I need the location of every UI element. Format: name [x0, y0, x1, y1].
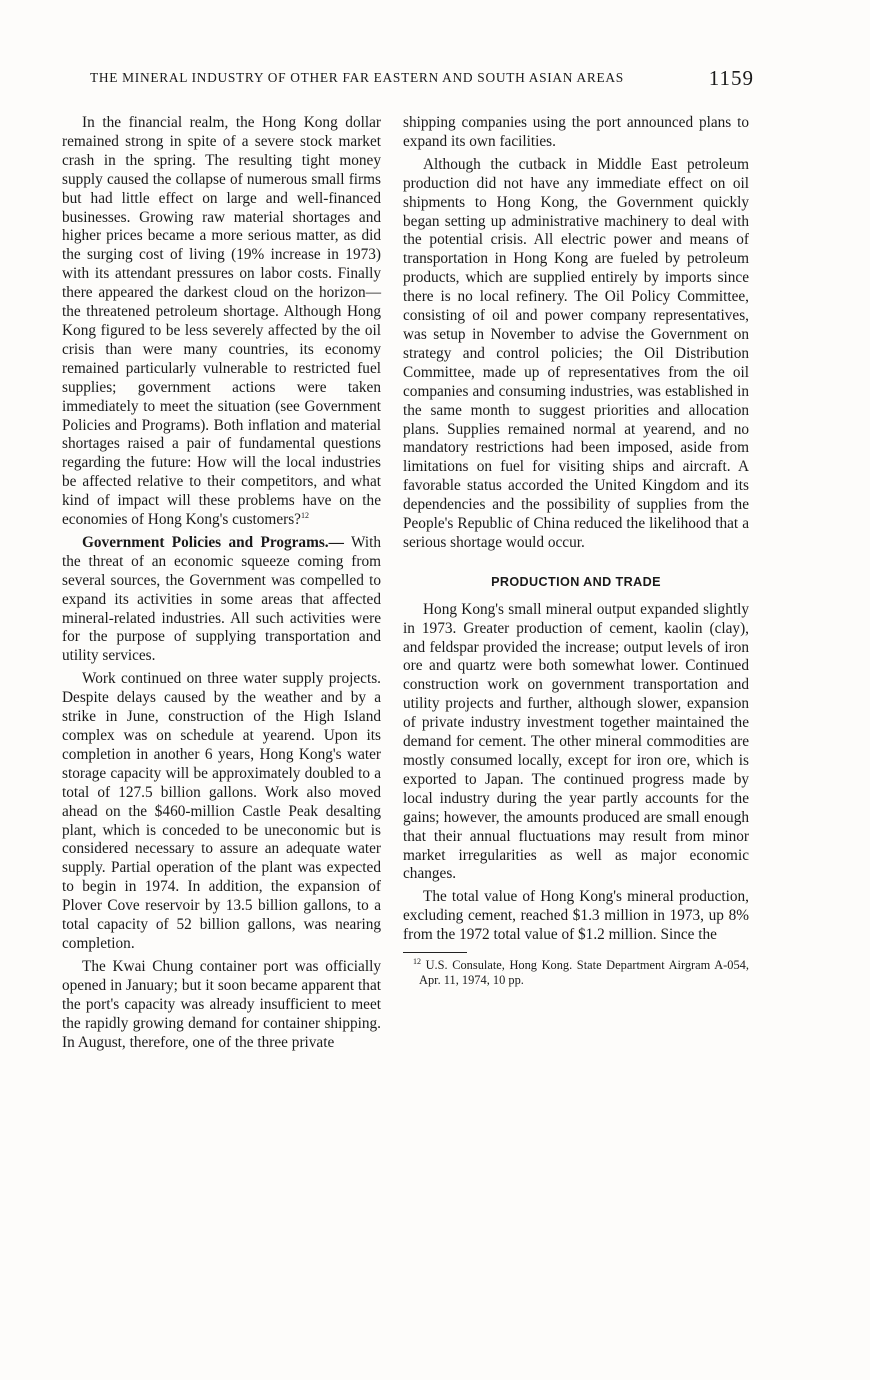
paragraph-text: With the threat of an economic squeeze coming from several sources, the Government was compelled to expand its activities in some areas that affected mineral-related industries. All such activities were for the purpose of supplying transportation and utility services. — [62, 533, 381, 665]
footnote — [403, 958, 749, 988]
footnote-text: U.S. Consulate, Hong Kong. State Department Airgram A-054, Apr. 11, 1974, 10 pp. — [419, 958, 749, 987]
paragraph-water-supply: Work continued on three water supply projects. Despite delays caused by the weather and by a strike in June, construction of the High Island complex was on schedule at yearend. Upon its completion in another 6 years, Hong Kong's water storage capacity will be approximately doubled to a total of 127.5 billion gallons. Work also moved ahead on the $460-million Castle Peak desalting plant, which is conceded to be uneconomic but is considered necessary to assure an adequate water supply. Partial operation of the plant was expected to begin in 1974. In addition, the expansion of Plover Cove reservoir by 13.5 billion gallons, to a total capacity of 52 billion gallons, was nearing completion. — [62, 670, 381, 952]
side-heading: Government Policies and Programs.— — [82, 533, 344, 551]
footnote-divider — [403, 952, 467, 953]
running-head — [90, 66, 754, 94]
paragraph-container-port: The Kwai Chung container port was officially opened in January; but it soon became apparent that the port's capacity was already insufficient to meet the rapidly growing demand for container shipping. In August, therefore, one of the three private — [62, 957, 381, 1051]
footnote-mark: 12 — [413, 956, 421, 966]
paragraph-continuation: shipping companies using the port announced plans to expand its own facilities. — [403, 114, 749, 150]
left-column — [62, 114, 381, 1052]
paragraph-mineral-output: Hong Kong's small mineral output expanded slightly in 1973. Greater production of cement, kaolin (clay), and feldspar provided the increase; output levels of iron ore and quartz were both somewhat lower. Continued construction work on government transportation and utility projects and further, although slower, expansion of private industry investment together maintained the demand for cement. The other mineral commodities are mostly consumed locally, except for iron ore, which is exported to Japan. The continued progress made by local industry during the year partly accounts for the gains; however, the amounts produced are small enough that their annual fluctuations may result from minor market irregularities as well as major economic changes. — [403, 600, 749, 883]
paragraph-production-value: The total value of Hong Kong's mineral production, excluding cement, reached $1.3 million in 1973, up 8% from the 1972 total value of $1.2 million. Since the — [403, 888, 749, 944]
paragraph-financial-realm — [62, 114, 381, 530]
paragraph-government-policies — [62, 534, 381, 666]
paragraph-text: In the financial realm, the Hong Kong dollar remained strong in spite of a severe stock market crash in the spring. The resulting tight money supply caused the collapse of numerous small firms but had little effect on large and well-financed businesses. Growing raw material shortages and higher prices became a more serious matter, as did the surging cost of living (19% increase in 1973) with its attendant pressures on labor costs. Finally there appeared the darkest cloud on the horizon—the threatened petroleum shortage. Although Hong Kong figured to be less severely affected by the oil crisis than were many countries, its economy remained particularly vulnerable to restricted fuel supplies; government actions were taken immediately to meet the situation (see Government Policies and Programs). Both inflation and material shortages raised a pair of fundamental questions regarding the future: How will the local industries be affected relative to their competitors, and what kind of impact will these problems have on the economies of Hong Kong's customers? — [62, 114, 381, 529]
right-column — [403, 114, 749, 988]
running-title: THE MINERAL INDUSTRY OF OTHER FAR EASTERN AND SOUTH ASIAN AREAS — [90, 70, 624, 85]
paragraph-oil-crisis: Although the cutback in Middle East petroleum production did not have any immediate effect on oil shipments to Hong Kong, the Government quickly began setting up administrative machinery to deal with the potential crisis. All electric power and means of transportation in Hong Kong are fueled by petroleum products, which are supplied entirely by imports since there is no local refinery. The Oil Policy Committee, consisting of oil and power company representatives, was setup in November to advise the Government on strategy and control policies; the Oil Distribution Committee, made up of representatives from the oil companies and consuming industries, was established in the same month to suggest priorities and allocation plans. Supplies remained normal at yearend, and no mandatory restrictions had been imposed, aside from limitations on fuel for visiting ships and aircraft. A favorable status accorded the United Kingdom and its dependencies and the possibility of supplies from the People's Republic of China reduced the likelihood that a serious shortage would occur. — [403, 155, 749, 551]
section-heading: PRODUCTION AND TRADE — [491, 574, 661, 589]
footnote-reference: 12 — [300, 510, 309, 520]
page-number: 1159 — [708, 66, 754, 90]
